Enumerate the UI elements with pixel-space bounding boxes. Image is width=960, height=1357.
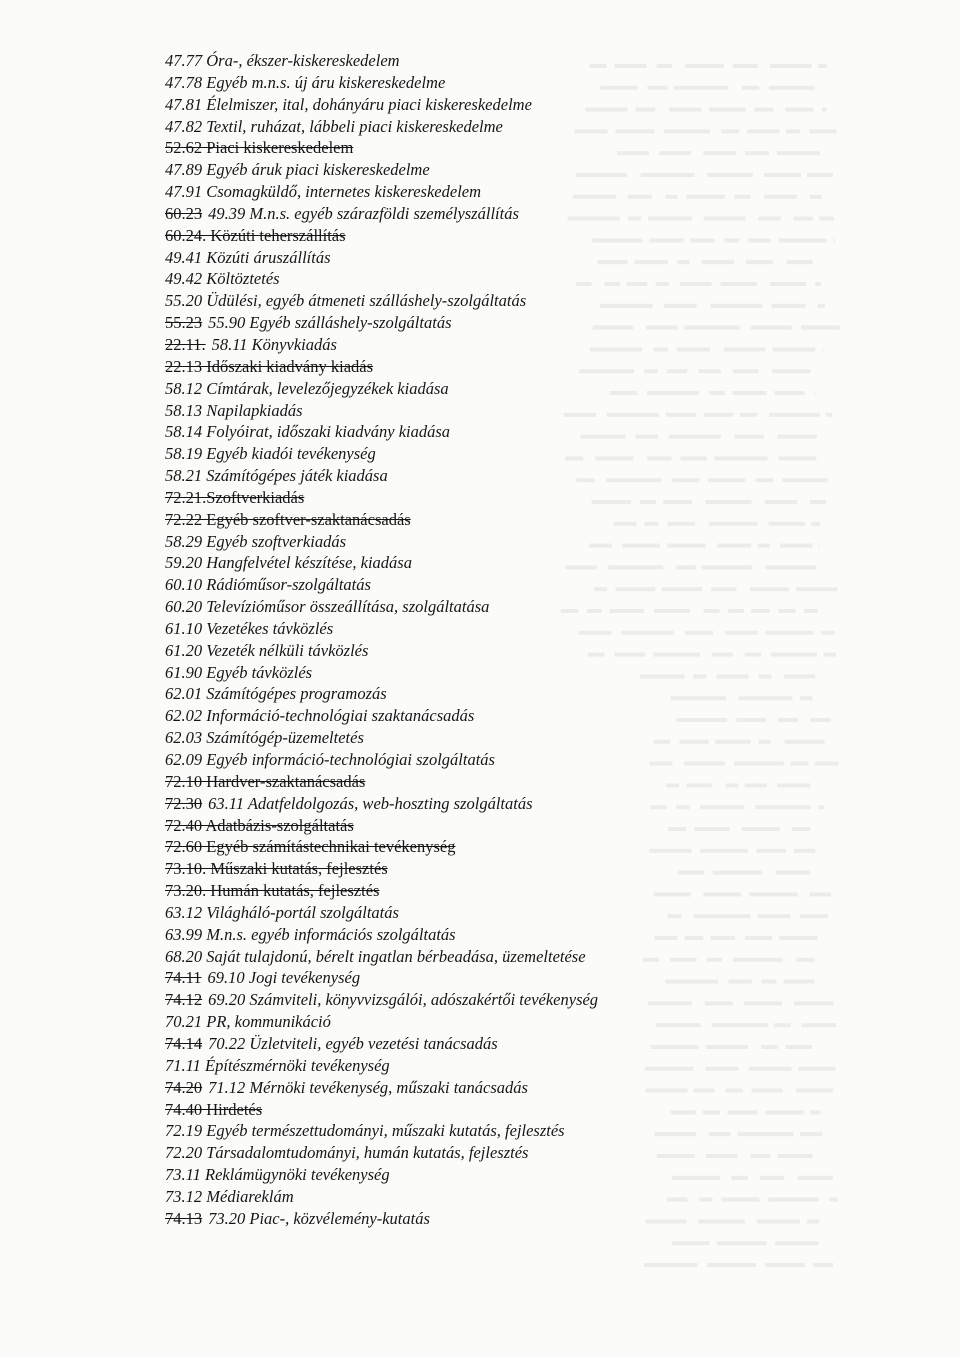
entry-text: 59.20 Hangfelvétel készítése, kiadása — [165, 553, 412, 573]
superseded-code: 74.12 — [165, 990, 203, 1010]
entry-text: 58.14 Folyóirat, időszaki kiadvány kiadása — [165, 422, 451, 442]
list-item — [165, 967, 885, 989]
list-item — [165, 946, 885, 968]
struck-entry-text: 72.22 Egyéb szoftver-szaktanácsadás — [165, 509, 411, 529]
entry-text: 49.42 Költöztetés — [165, 269, 280, 289]
superseded-code: 74.13 — [165, 1208, 203, 1228]
entry-text: 55.90 Egyéb szálláshely-szolgáltatás — [208, 313, 452, 333]
list-item — [165, 596, 885, 618]
list-item — [165, 181, 885, 203]
struck-entry-text: 52.62 Piaci kiskereskedelem — [165, 138, 354, 158]
entry-text: 47.81 Élelmiszer, ital, dohányáru piaci kiskereskedelme — [165, 94, 532, 114]
list-item — [165, 989, 885, 1011]
entry-text: 47.82 Textil, ruházat, lábbeli piaci kiskereskedelme — [165, 116, 503, 136]
list-item — [165, 356, 885, 378]
list-item — [165, 203, 885, 225]
list-item — [165, 378, 885, 400]
entry-text: 71.12 Mérnöki tevékenység, műszaki tanácsadás — [208, 1077, 528, 1097]
superseded-code: 74.14 — [165, 1033, 203, 1053]
list-item — [165, 793, 885, 815]
struck-entry-text: 22.13 Időszaki kiadvány kiadás — [165, 356, 374, 376]
entry-text: 70.22 Üzletviteli, egyéb vezetési tanácsadás — [208, 1033, 498, 1053]
list-item — [165, 509, 885, 531]
list-item — [165, 72, 885, 94]
struck-entry-text: 72.40 Adatbázis-szolgáltatás — [165, 815, 354, 835]
list-item — [165, 1120, 885, 1142]
list-item — [165, 465, 885, 487]
struck-entry-text: 72.60 Egyéb számítástechnikai tevékenység — [165, 837, 456, 857]
superseded-code: 55.23 — [165, 313, 203, 333]
entry-text: 61.90 Egyéb távközlés — [165, 662, 313, 682]
superseded-code: 74.20 — [165, 1077, 203, 1097]
superseded-code: 22.11. — [165, 334, 206, 354]
list-item — [165, 116, 885, 138]
struck-entry-text: 72.21.Szoftverkiadás — [165, 487, 305, 507]
bleed-through-mark — [775, 1241, 819, 1245]
list-item — [165, 1011, 885, 1033]
entry-text: 58.19 Egyéb kiadói tevékenység — [165, 444, 376, 464]
entry-text: 68.20 Saját tulajdonú, bérelt ingatlan bérbeadása, üzemeltetése — [165, 946, 586, 966]
list-item — [165, 574, 885, 596]
struck-entry-text: 73.20. Humán kutatás, fejlesztés — [165, 881, 380, 901]
entry-text: 58.12 Címtárak, levelezőjegyzékek kiadása — [165, 378, 449, 398]
entry-text: 62.09 Egyéb információ-technológiai szolgáltatás — [165, 750, 495, 769]
entry-text: 47.89 Egyéb áruk piaci kiskereskedelme — [165, 160, 430, 180]
list-item — [165, 225, 885, 247]
superseded-code: 74.11 — [165, 968, 202, 988]
entry-text: 47.78 Egyéb m.n.s. új áru kiskereskedelme — [165, 72, 446, 92]
entry-text: 63.99 M.n.s. egyéb információs szolgáltatás — [165, 924, 456, 944]
entry-text: 49.39 M.n.s. egyéb szárazföldi személyszállítás — [208, 203, 519, 223]
entry-text: 62.01 Számítógépes programozás — [165, 684, 387, 704]
list-item — [165, 815, 885, 837]
entry-text: 72.20 Társadalomtudományi, humán kutatás, fejlesztés — [165, 1143, 529, 1163]
list-item — [165, 618, 885, 640]
list-item — [165, 421, 885, 443]
entry-text: 63.12 Világháló-portál szolgáltatás — [165, 902, 399, 922]
list-item — [165, 880, 885, 902]
entry-text: 69.10 Jogi tevékenység — [207, 968, 361, 988]
entry-text: 63.11 Adatfeldolgozás, web-hoszting szolgáltatás — [208, 793, 533, 813]
entry-text: 58.21 Számítógépes játék kiadása — [165, 466, 388, 486]
list-item — [165, 159, 885, 181]
activity-code-list — [165, 50, 885, 1230]
entry-text: 60.10 Rádióműsor-szolgáltatás — [165, 575, 371, 595]
list-item — [165, 749, 885, 771]
list-item — [165, 1142, 885, 1164]
list-item — [165, 683, 885, 705]
bleed-through-mark — [707, 1263, 756, 1267]
entry-text: 73.12 Médiareklám — [165, 1186, 294, 1206]
struck-entry-text: 72.10 Hardver-szaktanácsadás — [165, 771, 366, 791]
list-item — [165, 137, 885, 159]
list-item — [165, 924, 885, 946]
superseded-code: 60.23 — [165, 203, 203, 223]
struck-entry-text: 60.24. Közúti teherszállítás — [165, 225, 346, 245]
list-item — [165, 705, 885, 727]
list-item — [165, 836, 885, 858]
struck-entry-text: 73.10. Műszaki kutatás, fejlesztés — [165, 859, 388, 879]
entry-text: 60.20 Televízióműsor összeállítása, szolgáltatása — [165, 597, 490, 617]
entry-text: 62.03 Számítógép-üzemeltetés — [165, 728, 364, 748]
list-item — [165, 290, 885, 312]
entry-text: 61.10 Vezetékes távközlés — [165, 618, 334, 638]
list-item — [165, 640, 885, 662]
bleed-through-mark — [672, 1241, 709, 1245]
list-item — [165, 662, 885, 684]
entry-text: 71.11 Építészmérnöki tevékenység — [165, 1055, 390, 1075]
list-item — [165, 858, 885, 880]
entry-text: 55.20 Üdülési, egyéb átmeneti szálláshely-szolgáltatás — [165, 291, 527, 311]
list-item — [165, 1033, 885, 1055]
list-item — [165, 902, 885, 924]
bleed-through-mark — [813, 1263, 833, 1267]
list-item — [165, 1186, 885, 1208]
bleed-through-mark — [644, 1263, 698, 1267]
entry-text: 58.13 Napilapkiadás — [165, 400, 303, 420]
entry-text: 73.11 Reklámügynöki tevékenység — [165, 1165, 390, 1185]
list-item — [165, 50, 885, 72]
entry-text: 62.02 Információ-technológiai szaktanácsadás — [165, 706, 475, 726]
list-item — [165, 1099, 885, 1121]
bleed-through-mark — [717, 1241, 767, 1245]
entry-text: 69.20 Számviteli, könyvvizsgálói, adószakértői tevékenység — [208, 990, 599, 1010]
entry-text: 58.29 Egyéb szoftverkiadás — [165, 531, 347, 551]
entry-text: 73.20 Piac-, közvélemény-kutatás — [208, 1208, 430, 1228]
entry-text: 47.77 Óra-, ékszer-kiskereskedelem — [165, 51, 400, 70]
list-item — [165, 552, 885, 574]
list-item — [165, 1208, 885, 1230]
bleed-through-mark — [765, 1263, 805, 1267]
list-item — [165, 487, 885, 509]
list-item — [165, 312, 885, 334]
entry-text: 58.11 Könyvkiadás — [211, 334, 337, 354]
list-item — [165, 400, 885, 422]
list-item — [165, 94, 885, 116]
list-item — [165, 1164, 885, 1186]
list-item — [165, 247, 885, 269]
list-item — [165, 771, 885, 793]
entry-text: 49.41 Közúti áruszállítás — [165, 247, 331, 267]
list-item — [165, 443, 885, 465]
list-item — [165, 727, 885, 749]
list-item — [165, 334, 885, 356]
list-item — [165, 1055, 885, 1077]
list-item — [165, 1077, 885, 1099]
entry-text: 61.20 Vezeték nélküli távközlés — [165, 640, 369, 660]
superseded-code: 72.30 — [165, 793, 203, 813]
struck-entry-text: 74.40 Hirdetés — [165, 1099, 263, 1119]
entry-text: 70.21 PR, kommunikáció — [165, 1012, 331, 1032]
entry-text: 72.19 Egyéb természettudományi, műszaki kutatás, fejlesztés — [165, 1121, 565, 1141]
entry-text: 47.91 Csomagküldő, internetes kiskereskedelem — [165, 182, 482, 202]
list-item — [165, 268, 885, 290]
list-item — [165, 531, 885, 553]
